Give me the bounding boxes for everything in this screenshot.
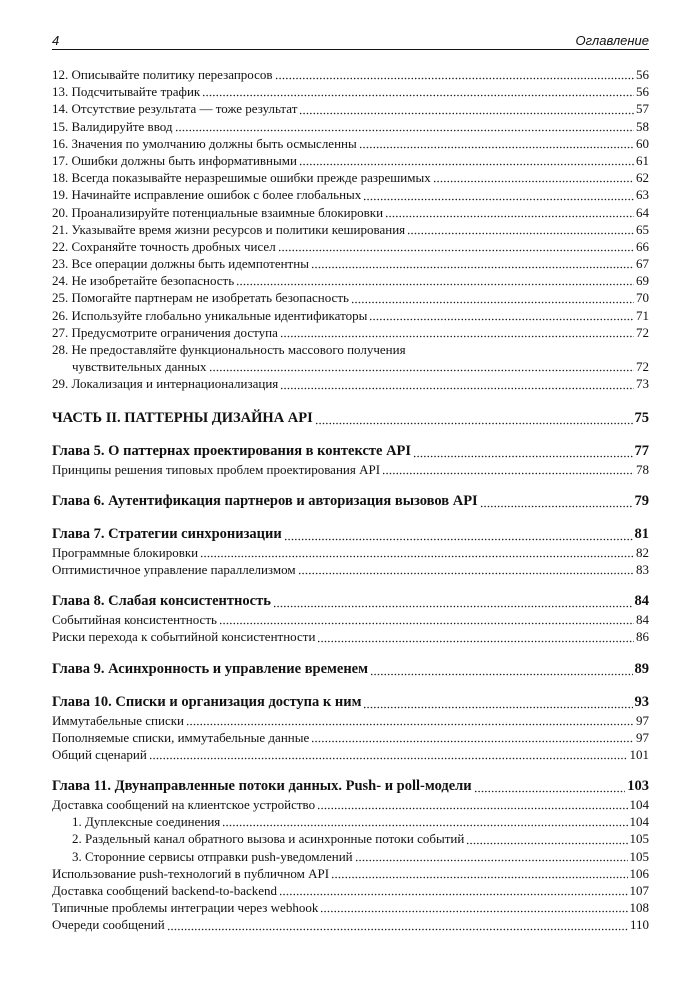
toc-part-2: ЧАСТЬ II. ПАТТЕРНЫ ДИЗАЙНА API 75	[52, 409, 649, 426]
dot-leader	[273, 605, 633, 608]
dot-leader	[351, 301, 634, 304]
dot-leader	[299, 112, 634, 115]
toc-entry: 19. Начинайте исправление ошибок с более глобальных 63	[52, 187, 649, 203]
dot-leader	[363, 198, 634, 201]
toc-chapter-ch8: Глава 8. Слабая консистентность 84	[52, 593, 649, 610]
dot-leader	[209, 369, 635, 372]
toc-chapter-ch6: Глава 6. Аутентификация партнеров и авторизация вызовов API 79	[52, 492, 649, 509]
toc-subsection: 3. Сторонние сервисы отправки push-уведомлений 105	[72, 848, 649, 864]
dot-leader	[167, 928, 628, 931]
toc-entry: 25. Помогайте партнерам не изобретать безопасность 70	[52, 290, 649, 306]
toc-entry: 24. Не изобретайте безопасность 69	[52, 273, 649, 289]
toc-section: Очереди сообщений 110	[52, 917, 649, 933]
dot-leader	[385, 215, 634, 218]
toc-subsection: 2. Раздельный канал обратного вызова и асинхронные потоки событий 105	[72, 831, 649, 847]
toc-entry: 16. Значения по умолчанию должны быть осмысленны 60	[52, 135, 649, 151]
dot-leader	[317, 807, 627, 810]
dot-leader	[149, 757, 628, 760]
toc-section: Использование push-технологий в публичном API 106	[52, 865, 649, 881]
toc-section: Иммутабельные списки 97	[52, 712, 649, 728]
toc-group-part1-tail	[52, 66, 649, 341]
dot-leader	[317, 640, 634, 643]
table-of-contents	[52, 66, 649, 934]
dot-leader	[466, 842, 627, 845]
toc-chapter-ch5: Глава 5. О паттернах проектирования в контексте API 77	[52, 442, 649, 459]
dot-leader	[359, 146, 634, 149]
dot-leader	[200, 555, 634, 558]
running-header	[52, 30, 649, 50]
dot-leader	[355, 859, 628, 862]
toc-entry: 20. Проанализируйте потенциальные взаимные блокировки 64	[52, 204, 649, 220]
toc-chapters	[52, 428, 649, 934]
dot-leader	[331, 876, 627, 879]
dot-leader	[433, 180, 634, 183]
toc-chapter-ch10: Глава 10. Списки и организация доступа к ним 93	[52, 693, 649, 710]
toc-entry: 14. Отсутствие результата — тоже результат 57	[52, 101, 649, 117]
dot-leader	[369, 318, 634, 321]
dot-leader	[279, 893, 627, 896]
toc-entry: 13. Подсчитывайте трафик 56	[52, 84, 649, 100]
toc-entry: 23. Все операции должны быть идемпотентны 67	[52, 256, 649, 272]
toc-subsection: 1. Дуплексные соединения 104	[72, 814, 649, 830]
dot-leader	[280, 335, 634, 338]
toc-section: Доставка сообщений на клиентское устройство 104	[52, 797, 649, 813]
toc-section: Пополняемые списки, иммутабельные данные 97	[52, 729, 649, 745]
dot-leader	[275, 77, 634, 80]
dot-leader	[175, 129, 635, 132]
toc-chapter-ch9: Глава 9. Асинхронность и управление временем 89	[52, 660, 649, 677]
toc-section: Принципы решения типовых проблем проектирования API 78	[52, 461, 649, 477]
toc-entry: 21. Указывайте время жизни ресурсов и политики кеширования 65	[52, 221, 649, 237]
toc-section: Событийная консистентность 84	[52, 612, 649, 628]
dot-leader	[299, 163, 634, 166]
toc-entry: 17. Ошибки должны быть информативными 61	[52, 152, 649, 168]
toc-section: Риски перехода к событийной консистентности 86	[52, 629, 649, 645]
toc-entry: 15. Валидируйте ввод 58	[52, 118, 649, 134]
dot-leader	[284, 538, 633, 541]
dot-leader	[186, 723, 634, 726]
toc-section: Доставка сообщений backend-to-backend 107	[52, 883, 649, 898]
dot-leader	[311, 266, 634, 269]
dot-leader	[280, 387, 634, 390]
book-page	[52, 30, 649, 934]
dot-leader	[298, 572, 634, 575]
dot-leader	[219, 622, 634, 625]
page-number: 4	[52, 33, 60, 48]
toc-section: Оптимистичное управление параллелизмом 83	[52, 561, 649, 577]
toc-section: Программные блокировки 82	[52, 544, 649, 560]
toc-entry-28-line2: чувствительных данных 72	[72, 359, 649, 375]
toc-section: Типичные проблемы интеграции через webhook 108	[52, 900, 649, 916]
dot-leader	[382, 472, 634, 475]
dot-leader	[407, 232, 634, 235]
dot-leader	[315, 422, 633, 425]
toc-entry-29: 29. Локализация и интернационализация 73	[52, 376, 649, 392]
toc-entry-28-line1: 28. Не предоставляйте функциональность массового получения	[52, 342, 406, 357]
toc-section: Общий сценарий 101	[52, 746, 649, 762]
toc-entry: 18. Всегда показывайте неразрешимые ошибки прежде разрешимых 62	[52, 170, 649, 186]
dot-leader	[363, 706, 632, 709]
toc-entry: 26. Используйте глобально уникальные идентификаторы 71	[52, 307, 649, 323]
toc-entry: 22. Сохраняйте точность дробных чисел 66	[52, 238, 649, 254]
dot-leader	[236, 283, 634, 286]
toc-entry: 12. Описывайте политику перезапросов 56	[52, 67, 649, 82]
dot-leader	[222, 824, 627, 827]
toc-chapter-ch11: Глава 11. Двунаправленные потоки данных. Push- и poll-модели 103	[52, 778, 649, 795]
dot-leader	[320, 910, 627, 913]
dot-leader	[370, 673, 633, 676]
toc-chapter-ch7: Глава 7. Стратегии синхронизации 81	[52, 525, 649, 542]
dot-leader	[474, 790, 626, 793]
dot-leader	[278, 249, 634, 252]
section-title: Оглавление	[575, 33, 649, 48]
dot-leader	[480, 505, 633, 508]
toc-entry: 27. Предусмотрите ограничения доступа 72	[52, 324, 649, 340]
dot-leader	[202, 94, 634, 97]
dot-leader	[413, 455, 632, 458]
dot-leader	[311, 740, 634, 743]
